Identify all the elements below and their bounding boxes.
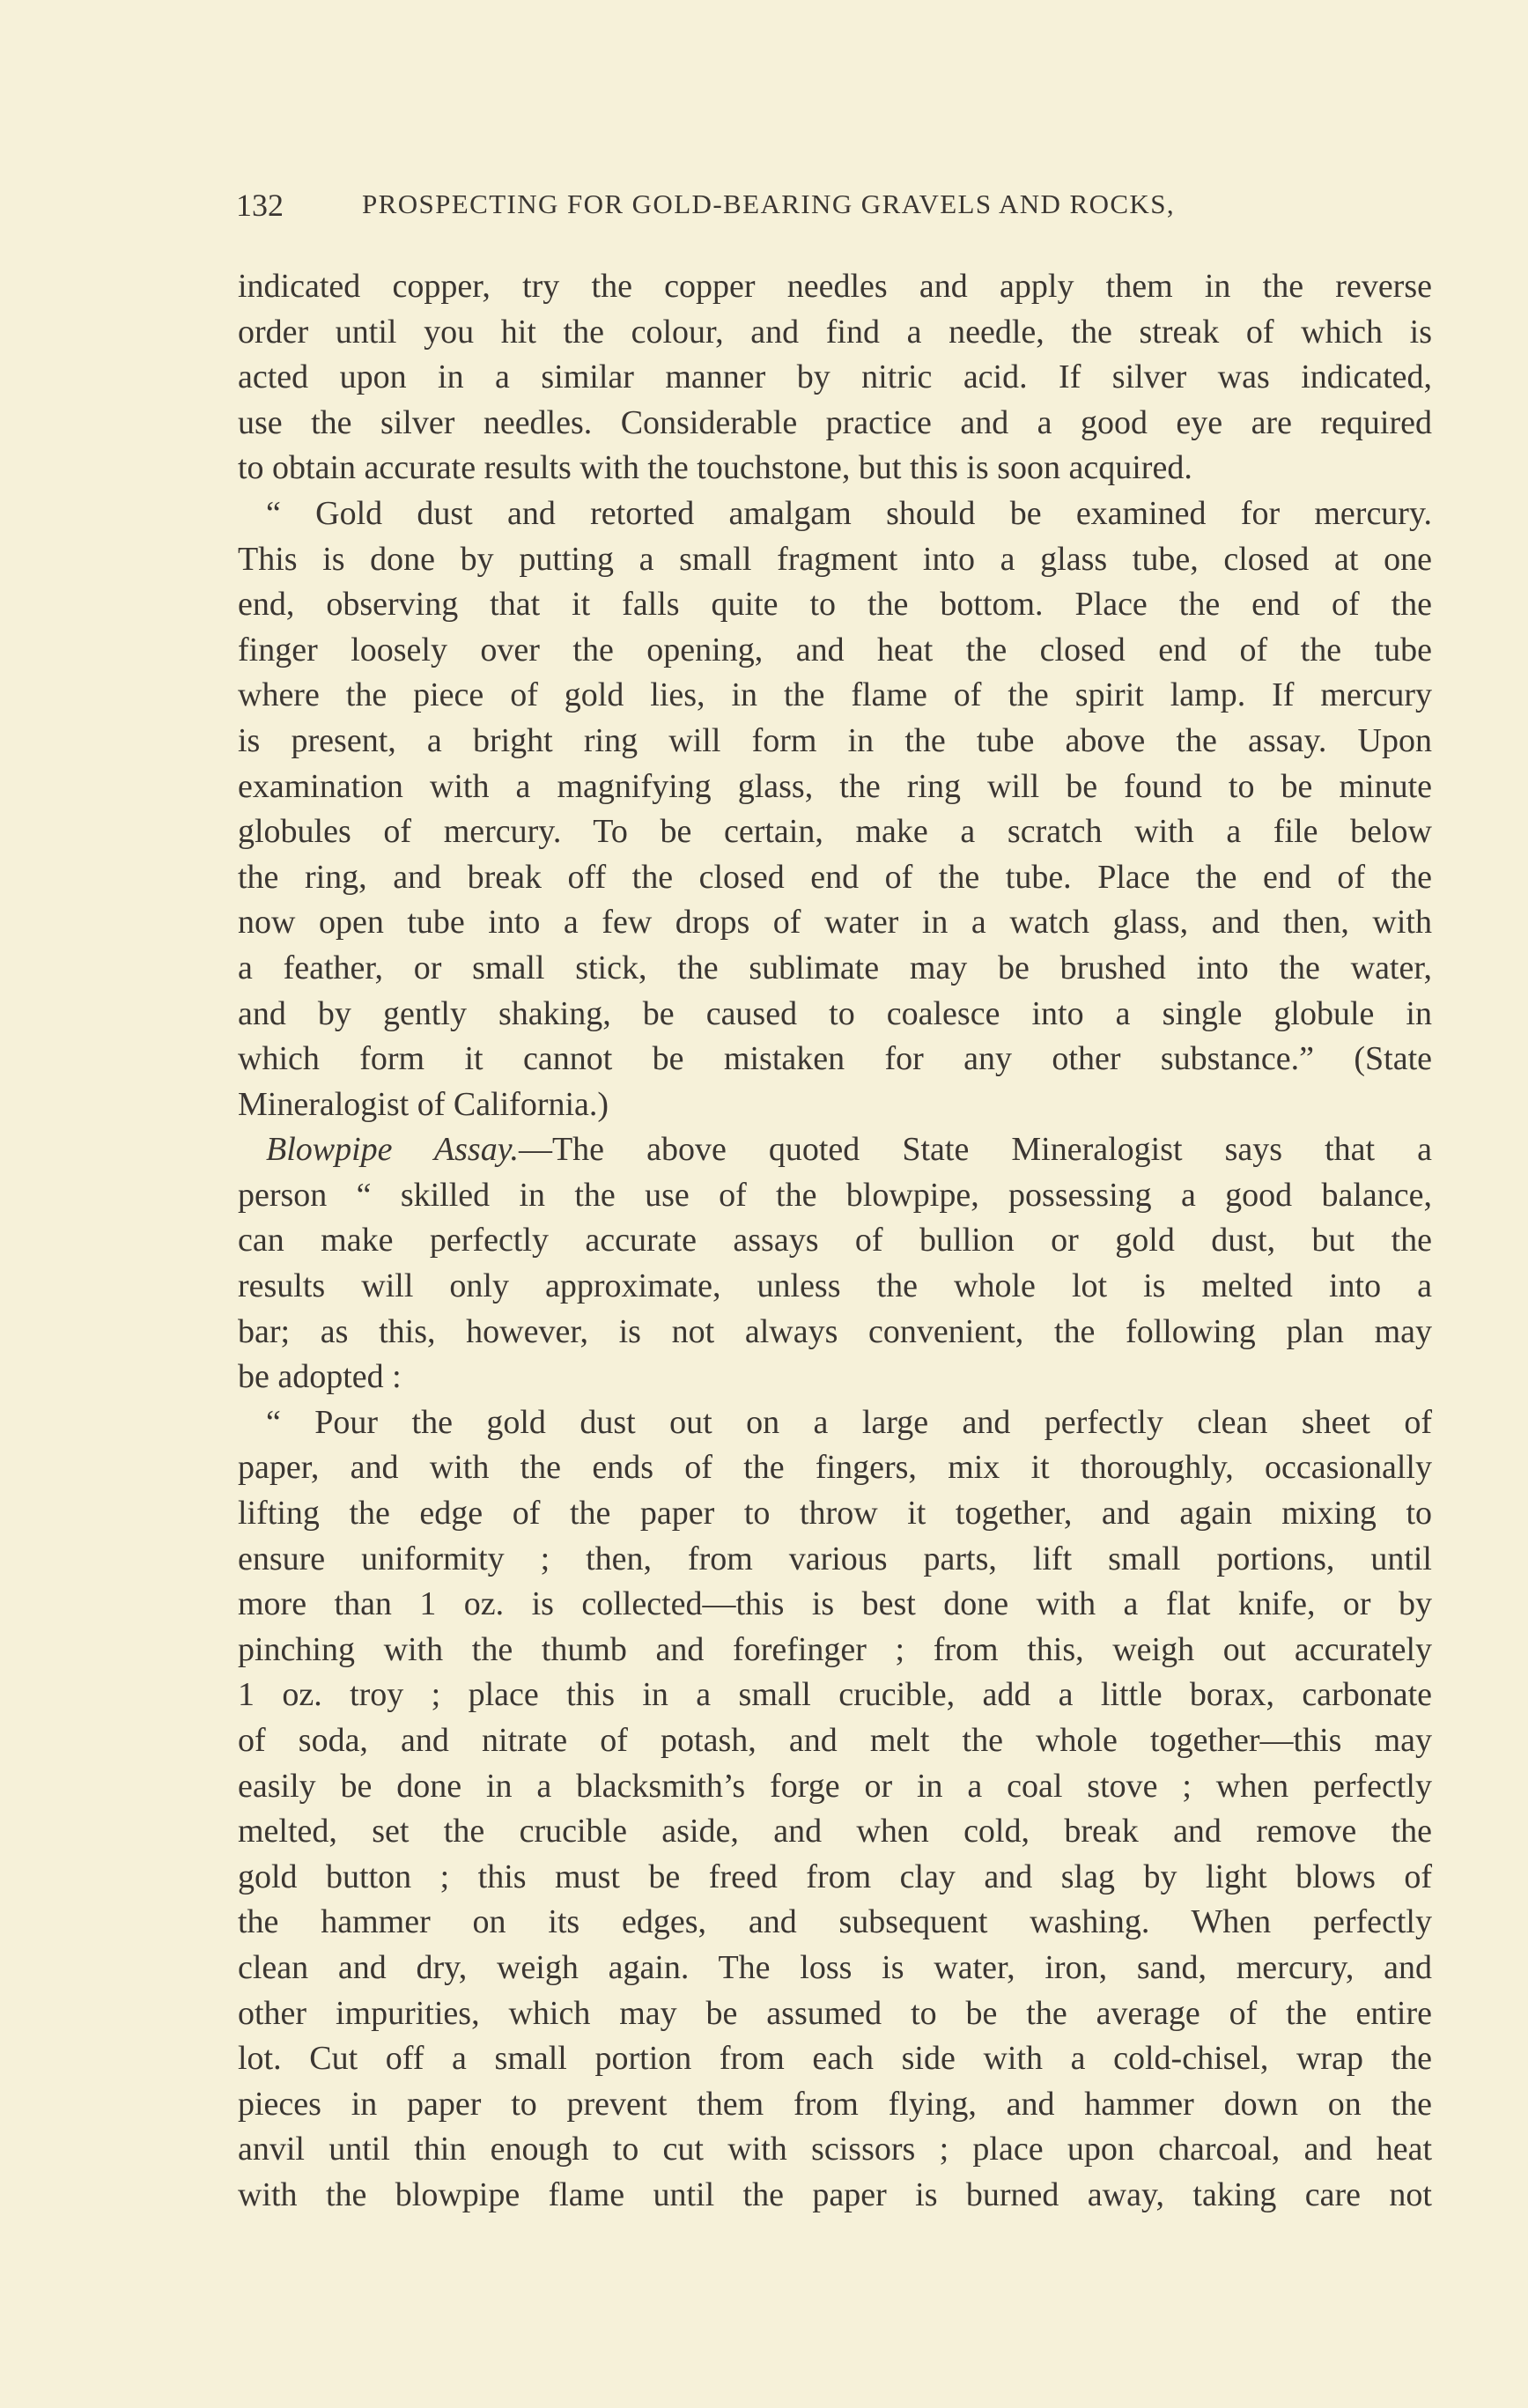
- page-number: 132: [236, 188, 284, 223]
- text-line: examination with a magnifying glass, the ring will be found to be minute: [238, 767, 1432, 805]
- text-line: [238, 1127, 1432, 1173]
- text-line: paper, and with the ends of the fingers, mix it thoroughly, occasionally: [238, 1449, 1432, 1487]
- text-line: melted, set the crucible aside, and when cold, break and remove the: [238, 1813, 1432, 1850]
- running-header: [236, 181, 1434, 225]
- paragraph: [238, 1127, 1432, 1400]
- text-line: person “ skilled in the use of the blowpipe, possessing a good balance,: [238, 1176, 1432, 1214]
- text-line: of soda, and nitrate of potash, and melt the whole together—this may: [238, 1722, 1432, 1759]
- text-line: lifting the edge of the paper to throw it together, and again mixing to: [238, 1495, 1432, 1533]
- text-line: ensure uniformity ; then, from various parts, lift small portions, until: [238, 1540, 1432, 1577]
- text-line: gold button ; this must be freed from clay and slag by light blows of: [238, 1858, 1432, 1895]
- running-title: PROSPECTING FOR GOLD-BEARING GRAVELS AND ROCKS,: [362, 188, 1176, 219]
- text-line: 1 oz. troy ; place this in a small crucible, add a little borax, carbonate: [238, 1676, 1432, 1714]
- text-line: anvil until thin enough to cut with scissors ; place upon charcoal, and heat: [238, 2131, 1432, 2168]
- text-line: be adopted :: [238, 1358, 402, 1396]
- paragraph: [238, 491, 1432, 1127]
- text-line: “ Pour the gold dust out on a large and perfectly clean sheet of: [266, 1403, 1432, 1441]
- text-line: now open tube into a few drops of water in a watch glass, and then, with: [238, 904, 1432, 942]
- text-line: “ Gold dust and retorted amalgam should be examined for mercury.: [266, 494, 1432, 532]
- text-line: clean and dry, weigh again. The loss is water, iron, sand, mercury, and: [238, 1948, 1432, 1986]
- text-line: to obtain accurate results with the touchstone, but this is soon acquired.: [238, 449, 1192, 487]
- text-line: is present, a bright ring will form in the tube above the assay. Upon: [238, 721, 1432, 759]
- text-line: the hammer on its edges, and subsequent washing. When perfectly: [238, 1903, 1432, 1941]
- text-line: results will only approximate, unless the whole lot is melted into a: [238, 1267, 1432, 1305]
- text-line: finger loosely over the opening, and heat the closed end of the tube: [238, 631, 1432, 668]
- text-line: where the piece of gold lies, in the flame of the spirit lamp. If mercury: [238, 676, 1432, 714]
- text-line: pieces in paper to prevent them from flying, and hammer down on the: [238, 2085, 1432, 2123]
- paragraph: [238, 264, 1432, 491]
- text-line: easily be done in a blacksmith’s forge or in a coal stove ; when perfectly: [238, 1767, 1432, 1805]
- page-body: [238, 264, 1432, 2219]
- section-heading: Blowpipe Assay.: [266, 1131, 519, 1169]
- text-line: with the blowpipe flame until the paper is burned away, taking care not: [238, 2175, 1432, 2213]
- text-line: bar; as this, however, is not always convenient, the following plan may: [238, 1312, 1432, 1350]
- text-line: the ring, and break off the closed end of the tube. Place the end of the: [238, 858, 1432, 896]
- text-line: end, observing that it falls quite to the bottom. Place the end of the: [238, 586, 1432, 624]
- text-line: globules of mercury. To be certain, make a scratch with a file below: [238, 813, 1432, 851]
- text-line: lot. Cut off a small portion from each side with a cold-chisel, wrap the: [238, 2040, 1432, 2078]
- paragraph: [238, 1400, 1432, 2219]
- text-line: can make perfectly accurate assays of bullion or gold dust, but the: [238, 1222, 1432, 1259]
- text-line-rest: —The above quoted State Mineralogist says that a: [518, 1131, 1432, 1169]
- text-line: which form it cannot be mistaken for any other substance.” (State: [238, 1040, 1432, 1078]
- text-line: indicated copper, try the copper needles and apply them in the reverse: [238, 268, 1432, 305]
- text-line: other impurities, which may be assumed to be the average of the entire: [238, 1994, 1432, 2032]
- text-line: and by gently shaking, be caused to coalesce into a single globule in: [238, 994, 1432, 1032]
- text-line: This is done by putting a small fragment into a glass tube, closed at one: [238, 540, 1432, 578]
- text-line: order until you hit the colour, and find a needle, the streak of which is: [238, 313, 1432, 351]
- text-line: more than 1 oz. is collected—this is best done with a flat knife, or by: [238, 1585, 1432, 1623]
- text-line: acted upon in a similar manner by nitric acid. If silver was indicated,: [238, 358, 1432, 396]
- text-line: pinching with the thumb and forefinger ; from this, weigh out accurately: [238, 1630, 1432, 1668]
- text-line: Mineralogist of California.): [238, 1085, 609, 1123]
- text-line: use the silver needles. Considerable practice and a good eye are required: [238, 403, 1432, 441]
- text-line: a feather, or small stick, the sublimate may be brushed into the water,: [238, 949, 1432, 986]
